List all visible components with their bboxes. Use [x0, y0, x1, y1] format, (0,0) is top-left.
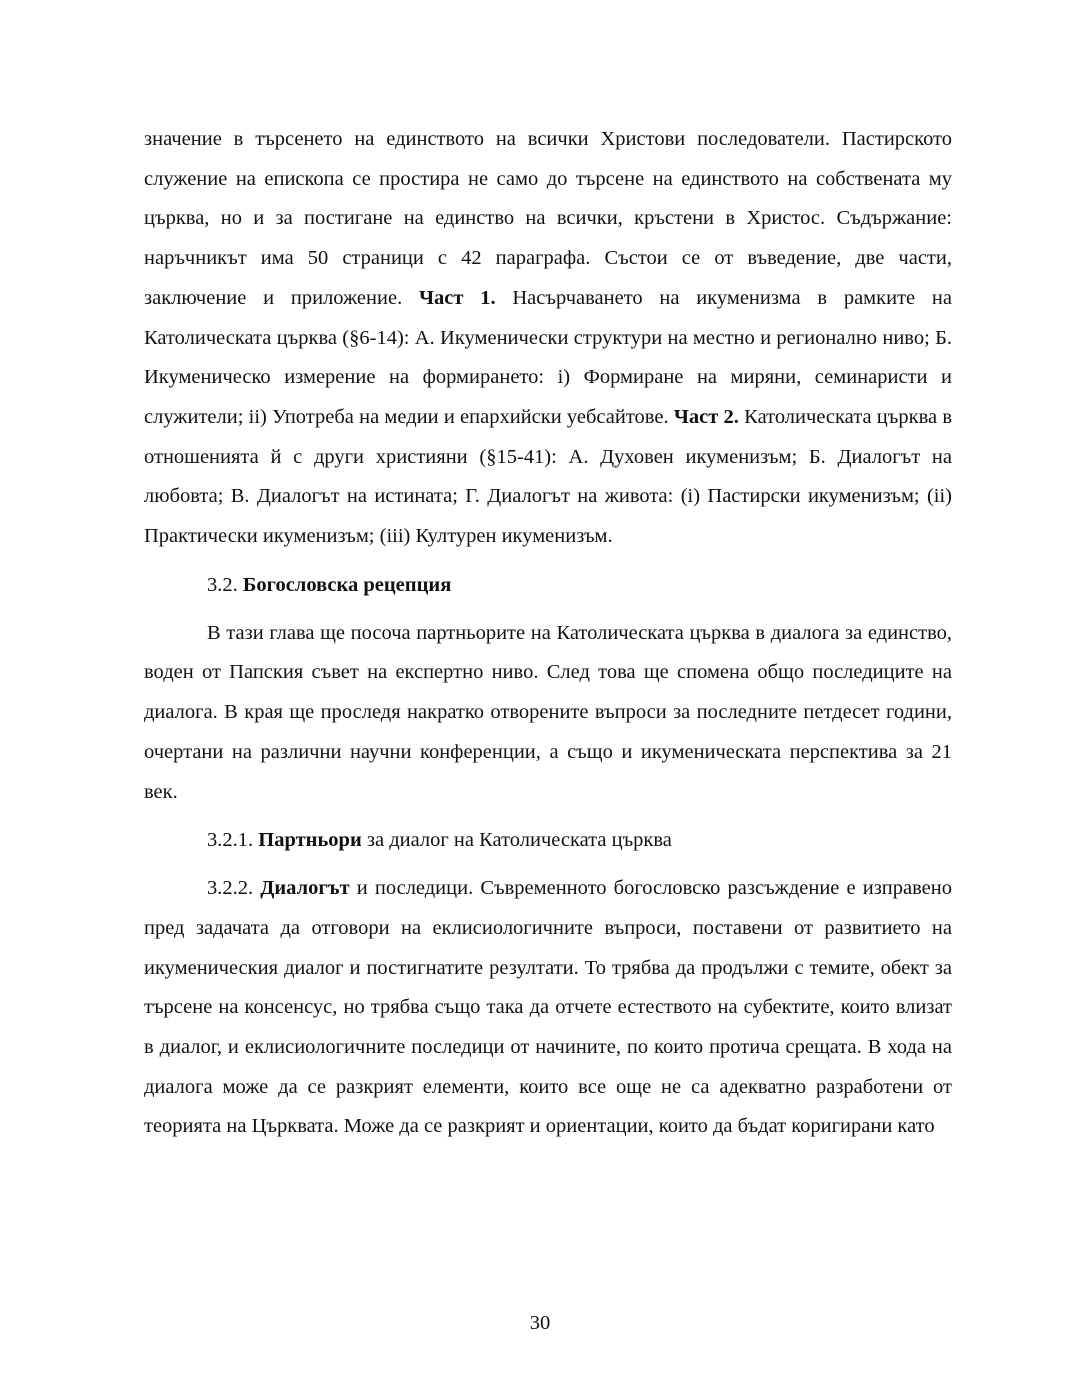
page-number: 30	[529, 1312, 551, 1334]
paragraph-dialogue	[144, 869, 952, 1147]
section-number: 3.2.1.	[207, 829, 259, 852]
paragraph-intro: В тази глава ще посоча партньорите на Католическата църква в диалога за единство, воден от Папския съвет на експертно ниво. След това ще спомена общо последиците на диалога. В края ще проследя накратко отворените въпроси за последните петдесет години, очертани на различни научни конференции, а също и икуменическата перспектива за 21 век.	[144, 621, 952, 803]
section-title-bold: Диалогът	[260, 877, 350, 900]
part-2-label: Част 2.	[673, 405, 739, 428]
paragraph-text: и последици. Съвременното богословско разсъждение е изправено пред задачата да отговори на еклисиологичните въпроси, поставени от развитието на икуменическия диалог и постигнатите резултати. То трябва да продължи с темите, обект за търсене на консенсус, но трябва също така да отчете естеството на субектите, които влизат в диалог, и еклисиологичните последици от начините, по които протича срещата. В хода на диалога може да се разкрият елементи, които все още не са адекватно разработени от теорията на Църквата. Може да се разкрият и ориентации, които да бъдат коригирани като	[144, 877, 952, 1138]
page-body	[144, 120, 952, 1147]
section-number: 3.2.2.	[207, 877, 261, 900]
section-title-bold: Партньори	[258, 829, 362, 852]
section-title-rest: за диалог на Католическата църква	[361, 829, 672, 852]
paragraph-text: значение в търсенето на единството на всички Христови последователи. Пастирското служение на епископа се простира не само до търсене на единството на собствената му църква, но и за постигане на единство на всички, кръстени в Христос. Съдържание: наръчникът има 50 страници с 42 параграфа. Състои се от въведение, две части, заключение и приложение.	[144, 128, 952, 309]
paragraph-text: Католическата църква в отношенията й с други християни (§15-41): А. Духовен икуменизъм; Б. Диалогът на любовта; В. Диалогът на истината; Г. Диалогът на живота: (i) Пастирски икуменизъм; (ii) Практически икуменизъм; (iii) Културен икуменизъм.	[144, 405, 953, 548]
part-1-label: Част 1.	[418, 286, 496, 309]
section-heading-3-2	[144, 570, 952, 600]
paragraph-text: Насърчаването на икуменизма в рамките на Католическата църква (§6-14): А. Икуменически структури на местно и регионално ниво; Б. Икуменическо измерение на формирането: i) Формиране на миряни, семинаристи и служители; ii) Употреба на медии и епархийски уебсайтове.	[144, 286, 952, 428]
section-heading-3-2-1	[144, 825, 952, 855]
section-number: 3.2.	[207, 573, 243, 596]
section-title: Богословска рецепция	[242, 573, 452, 596]
paragraph-contents	[144, 120, 952, 557]
